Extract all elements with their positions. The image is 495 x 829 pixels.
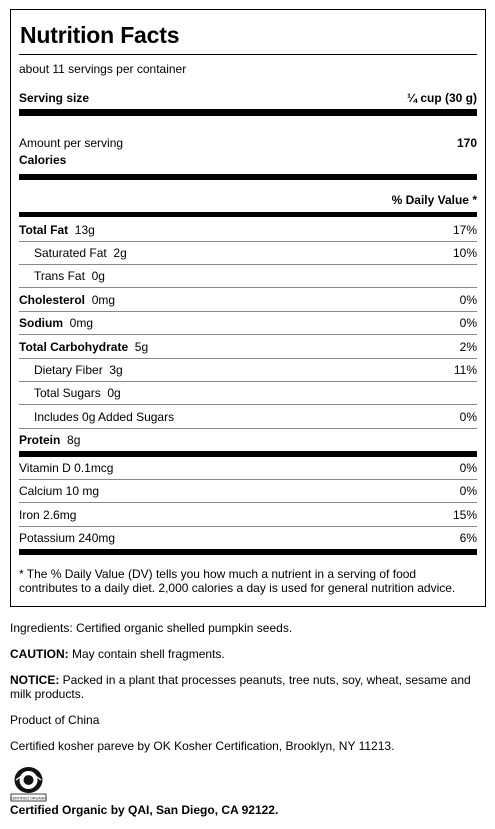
nutrient-row-sodium xyxy=(19,316,93,330)
row-divider xyxy=(19,502,477,503)
nutrient-dv: 17% xyxy=(452,223,477,237)
thick-divider xyxy=(19,451,477,457)
notice-text: Packed in a plant that processes peanuts, tree nuts, soy, wheat, sesame and milk products. xyxy=(10,673,471,701)
seal-text: CERTIFIED ORGANIC xyxy=(10,796,47,801)
row-divider xyxy=(19,241,477,242)
nutrient-name: Total Carbohydrate xyxy=(19,340,129,354)
calories-label: Calories xyxy=(19,153,67,167)
nutrient-name: Sodium xyxy=(19,316,63,330)
kosher-certification: Certified kosher pareve by OK Kosher Certification, Brooklyn, NY 11213. xyxy=(10,739,395,753)
label-title: Nutrition Facts xyxy=(20,22,180,48)
nutrient-dv: 11% xyxy=(453,363,477,377)
nutrient-name: Includes 0g Added Sugars xyxy=(34,410,175,424)
nutrient-amount: 0mg xyxy=(91,293,116,307)
nutrition-facts-panel xyxy=(10,9,486,607)
caution-text: May contain shell fragments. xyxy=(68,647,225,661)
nutrient-row-trans-fat xyxy=(34,269,105,283)
daily-value-footnote: * The % Daily Value (DV) tells you how much a nutrient in a serving of food contributes to a daily diet. 2,000 calories a day is used for general nutrition advice. xyxy=(19,567,456,595)
thick-divider xyxy=(19,109,477,116)
notice-label: NOTICE: xyxy=(10,673,60,687)
nutrient-row-total-carbohydrate xyxy=(19,340,148,354)
row-divider xyxy=(19,287,477,288)
row-divider xyxy=(19,428,477,429)
nutrient-dv: 0% xyxy=(459,316,477,330)
divider xyxy=(19,54,477,55)
nutrient-row-protein xyxy=(19,433,80,447)
row-divider xyxy=(19,526,477,527)
serving-size-label: Serving size xyxy=(19,91,90,105)
nutrient-amount: 0g xyxy=(107,386,121,400)
row-divider xyxy=(19,311,477,312)
nutrient-row-added-sugars xyxy=(34,410,174,424)
row-divider xyxy=(19,404,477,405)
nutrient-row-total-sugars xyxy=(34,386,121,400)
product-origin: Product of China xyxy=(10,713,100,727)
medium-divider xyxy=(19,212,477,217)
nutrient-row-total-fat xyxy=(19,223,95,237)
caution-label: CAUTION: xyxy=(10,647,69,661)
row-divider xyxy=(19,264,477,265)
nutrient-name: Saturated Fat xyxy=(34,246,107,260)
nutrient-name: Total Sugars xyxy=(34,386,101,400)
vitamin-row: Vitamin D 0.1mcg xyxy=(19,461,114,475)
amount-per-serving: Amount per serving xyxy=(19,136,124,150)
organic-seal-icon xyxy=(10,765,47,802)
caution-statement xyxy=(10,647,225,661)
organic-certification: Certified Organic by QAI, San Diego, CA 92122. xyxy=(10,803,279,817)
serving-size-value: ¼ cup (30 g) xyxy=(406,91,477,105)
nutrient-amount: 8g xyxy=(67,433,81,447)
nutrient-dv: 0% xyxy=(459,293,477,307)
vitamin-dv: 0% xyxy=(459,484,477,498)
nutrient-row-saturated-fat xyxy=(34,246,127,260)
row-divider xyxy=(19,479,477,480)
nutrient-name: Dietary Fiber xyxy=(34,363,103,377)
calories-value: 170 xyxy=(456,136,477,150)
servings-per-container: about 11 servings per container xyxy=(19,62,187,76)
nutrient-name: Total Fat xyxy=(19,223,69,237)
daily-value-header: % Daily Value * xyxy=(391,193,477,207)
vitamin-row: Potassium 240mg xyxy=(19,531,116,545)
thick-divider xyxy=(19,549,477,555)
nutrient-name: Protein xyxy=(19,433,61,447)
nutrient-row-dietary-fiber xyxy=(34,363,123,377)
notice-statement xyxy=(10,673,480,701)
nutrient-row-cholesterol xyxy=(19,293,115,307)
row-divider xyxy=(19,381,477,382)
nutrient-amount: 0g xyxy=(91,269,105,283)
vitamin-row: Iron 2.6mg xyxy=(19,508,77,522)
row-divider xyxy=(19,334,477,335)
nutrient-amount: 2g xyxy=(113,246,127,260)
nutrient-dv: 2% xyxy=(459,340,477,354)
nutrient-amount: 5g xyxy=(134,340,149,354)
nutrient-name: Trans Fat xyxy=(34,269,85,283)
vitamin-dv: 15% xyxy=(452,508,477,522)
nutrient-amount: 0mg xyxy=(69,316,94,330)
row-divider xyxy=(19,358,477,359)
ingredients: Ingredients: Certified organic shelled pumpkin seeds. xyxy=(10,621,293,635)
nutrient-dv: 10% xyxy=(452,246,477,260)
vitamin-dv: 0% xyxy=(459,461,477,475)
nutrient-amount: 3g xyxy=(109,363,123,377)
vitamin-dv: 6% xyxy=(459,531,477,545)
nutrient-amount: 13g xyxy=(74,223,95,237)
vitamin-row: Calcium 10 mg xyxy=(19,484,100,498)
thick-divider xyxy=(19,174,477,180)
nutrient-dv: 0% xyxy=(459,410,477,424)
nutrient-name: Cholesterol xyxy=(19,293,86,307)
